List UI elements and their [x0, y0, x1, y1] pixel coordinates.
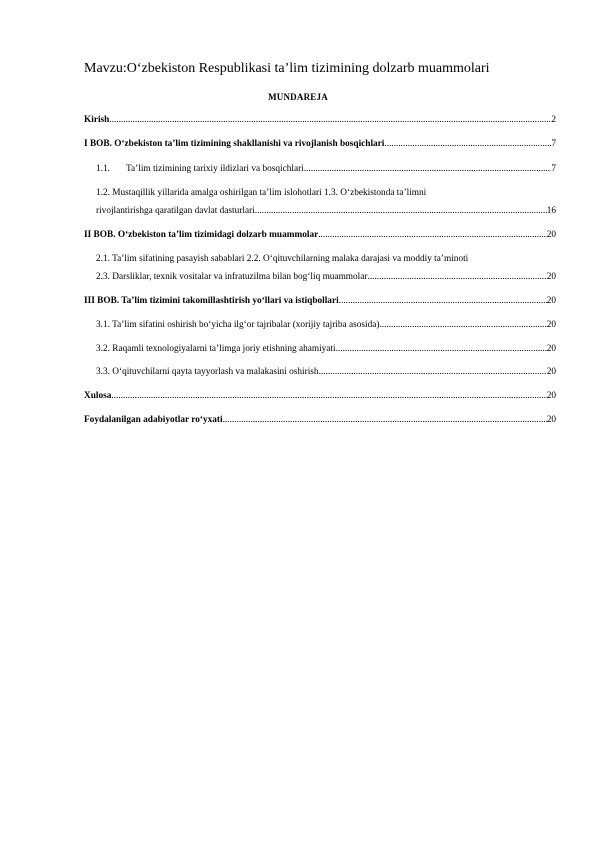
toc-entry-xulosa[interactable] [84, 390, 556, 402]
toc-entry-chapter-1[interactable] [84, 138, 556, 150]
toc-entry-title: Xulosa [84, 391, 112, 401]
toc-entry-page: 7 [551, 139, 556, 149]
document-topic [84, 60, 490, 78]
toc-leader-dots [109, 114, 551, 126]
toc-entry-page: 20 [546, 272, 556, 282]
toc-entry-section-2-1-line1[interactable]: 2.1. Ta’lim sifatining pasayish sabablari 2.2. O‘qituvchilarning malaka darajasi va moddiy ta’minoti [96, 254, 469, 264]
toc-entry-title: III BOB. Ta’lim tizimini takomillashtirish yo‘llari va istiqbollari [84, 296, 339, 306]
toc-leader-dots [368, 271, 547, 283]
toc-entry-chapter-3[interactable] [84, 295, 556, 307]
toc-entry-title: rivojlantirishga qaratilgan davlat dasturlari [96, 206, 255, 216]
toc-leader-dots [319, 366, 547, 378]
toc-entry-chapter-2[interactable] [84, 229, 556, 241]
toc-leader-dots [384, 138, 551, 150]
toc-entry-section-1-1[interactable] [96, 163, 556, 175]
toc-entry-number: 1.1. [96, 164, 110, 174]
toc-entry-title: I BOB. O‘zbekiston ta’lim tizimining shakllanishi va rivojlanish bosqichlari [84, 139, 385, 149]
toc-leader-dots [223, 414, 547, 426]
toc-entry-bibliography[interactable] [84, 414, 556, 426]
toc-entry-page: 20 [546, 344, 556, 354]
toc-entry-page: 20 [546, 296, 556, 306]
toc-entry-title: II BOB. O‘zbekiston ta’lim tizimidagi dolzarb muammolar [84, 230, 319, 240]
toc-leader-dots [111, 390, 546, 402]
toc-entry-page: 20 [546, 320, 556, 330]
toc-leader-dots [304, 163, 552, 175]
topic-prefix: Mavzu: [84, 61, 127, 76]
toc-entry-page: 20 [546, 230, 556, 240]
toc-entry-section-1-2-line1[interactable]: 1.2. Mustaqillik yillarida amalga oshirilgan ta’lim islohotlari 1.3. O‘zbekistonda ta’limni [96, 188, 427, 198]
toc-entry-title: 3.2. Raqamli texnologiyalarni ta’limga joriy etishning ahamiyati [96, 344, 336, 354]
toc-entry-title: Kirish [84, 115, 110, 125]
toc-entry-section-2-3[interactable] [96, 271, 556, 283]
toc-entry-title: Foydalanilgan adabiyotlar ro‘yxati [84, 415, 223, 425]
toc-entry-section-3-2[interactable] [96, 343, 556, 355]
toc-entry-page: 7 [551, 164, 556, 174]
toc-entry-section-3-1[interactable] [96, 319, 556, 331]
toc-entry-title: Ta’lim tizimining tarixiy ildizlari va bosqichlari [126, 164, 304, 174]
toc-entry-title: 3.3. O‘qituvchilarni qayta tayyorlash va malakasini oshirish [96, 367, 319, 377]
toc-heading: MUNDAREJA [268, 92, 328, 102]
toc-entry-page: 2 [551, 115, 556, 125]
toc-entry-title: 2.3. Darsliklar, texnik vositalar va infratuzilma bilan bog‘liq muammolar [96, 272, 368, 282]
topic-title: O‘zbekiston Respublikasi ta’lim tizimining dolzarb muammolari [126, 61, 490, 76]
toc-leader-dots [318, 229, 546, 241]
toc-entry-page: 16 [546, 206, 556, 216]
toc-leader-dots [379, 319, 546, 331]
toc-entry-kirish[interactable] [84, 114, 556, 126]
toc-entry-page: 20 [546, 415, 556, 425]
toc-entry-page: 20 [546, 367, 556, 377]
toc-leader-dots [336, 343, 547, 355]
toc-entry-page: 20 [546, 391, 556, 401]
toc-leader-dots [255, 205, 547, 217]
toc-entry-section-3-3[interactable] [96, 366, 556, 378]
toc-entry-title: 3.1. Ta’lim sifatini oshirish bo‘yicha ilg‘or tajribalar (xorijiy tajriba asosida) [96, 320, 380, 330]
toc-entry-section-1-2[interactable] [96, 205, 556, 217]
toc-leader-dots [339, 295, 547, 307]
